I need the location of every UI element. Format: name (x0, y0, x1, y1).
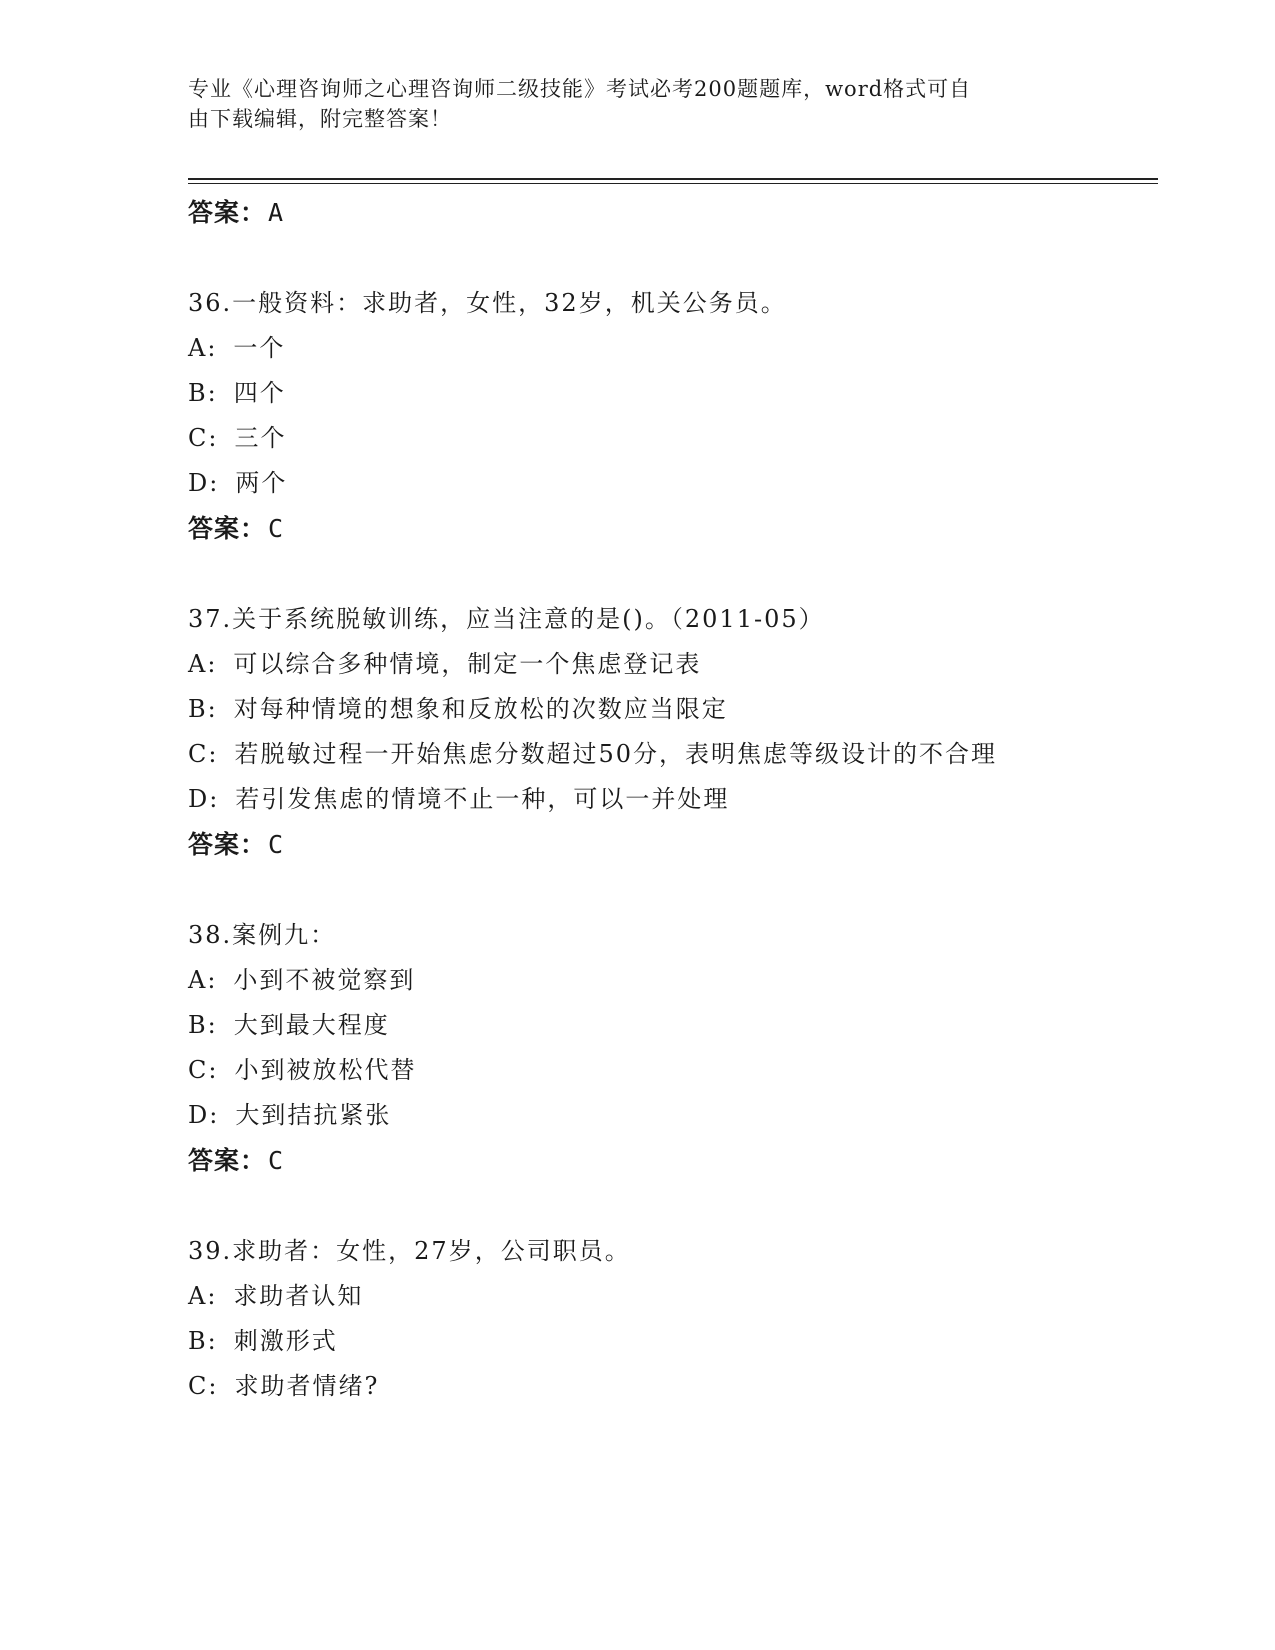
option-a: A: 一个 (188, 334, 286, 362)
option-c: C: 若脱敏过程一开始焦虑分数超过50分，表明焦虑等级设计的不合理 (188, 740, 997, 768)
option-b: B: 对每种情境的想象和反放松的次数应当限定 (188, 695, 728, 723)
answer-value: C (268, 1146, 285, 1175)
answer-line: 答案：C (188, 830, 285, 859)
option-b: B: 刺激形式 (188, 1327, 338, 1355)
question-text: 38.案例九： (188, 921, 337, 949)
header-line-1: 专业《心理咨询师之心理咨询师二级技能》考试必考200题题库，word格式可自 (188, 77, 972, 101)
question-block (188, 596, 1088, 868)
option-b: B: 四个 (188, 379, 286, 407)
option-a: A: 小到不被觉察到 (188, 966, 416, 994)
option-d: D: 大到拮抗紧张 (188, 1101, 392, 1129)
document-header (188, 74, 1068, 134)
option-d: D: 若引发焦虑的情境不止一种，可以一并处理 (188, 785, 730, 813)
answer-line (188, 190, 1088, 236)
option-b: B: 大到最大程度 (188, 1011, 390, 1039)
option-c: C: 三个 (188, 424, 287, 452)
answer-line: 答案：C (188, 514, 285, 543)
answer-value: A (268, 198, 285, 227)
question-block (188, 280, 1088, 552)
option-d: D: 两个 (188, 469, 288, 497)
answer-value: C (268, 830, 285, 859)
question-block (188, 1228, 1088, 1409)
question-text: 39.求助者：女性，27岁，公司职员。 (188, 1237, 631, 1265)
answer-value: C (268, 514, 285, 543)
option-a: A: 可以综合多种情境，制定一个焦虑登记表 (188, 650, 702, 678)
header-line-2: 由下载编辑，附完整答案！ (188, 107, 452, 131)
header-divider-thin (188, 183, 1158, 184)
question-list (188, 190, 1088, 1409)
answer-line: 答案：C (188, 1146, 285, 1175)
option-a: A: 求助者认知 (188, 1282, 364, 1310)
header-divider-thick (188, 178, 1158, 180)
option-c: C: 求助者情绪? (188, 1372, 380, 1400)
option-c: C: 小到被放松代替 (188, 1056, 417, 1084)
answer-label: 答案： (188, 198, 267, 227)
question-text: 37.关于系统脱敏训练，应当注意的是()。（2011-05） (188, 605, 825, 633)
question-block (188, 912, 1088, 1184)
question-text: 36.一般资料：求助者，女性，32岁，机关公务员。 (188, 289, 787, 317)
